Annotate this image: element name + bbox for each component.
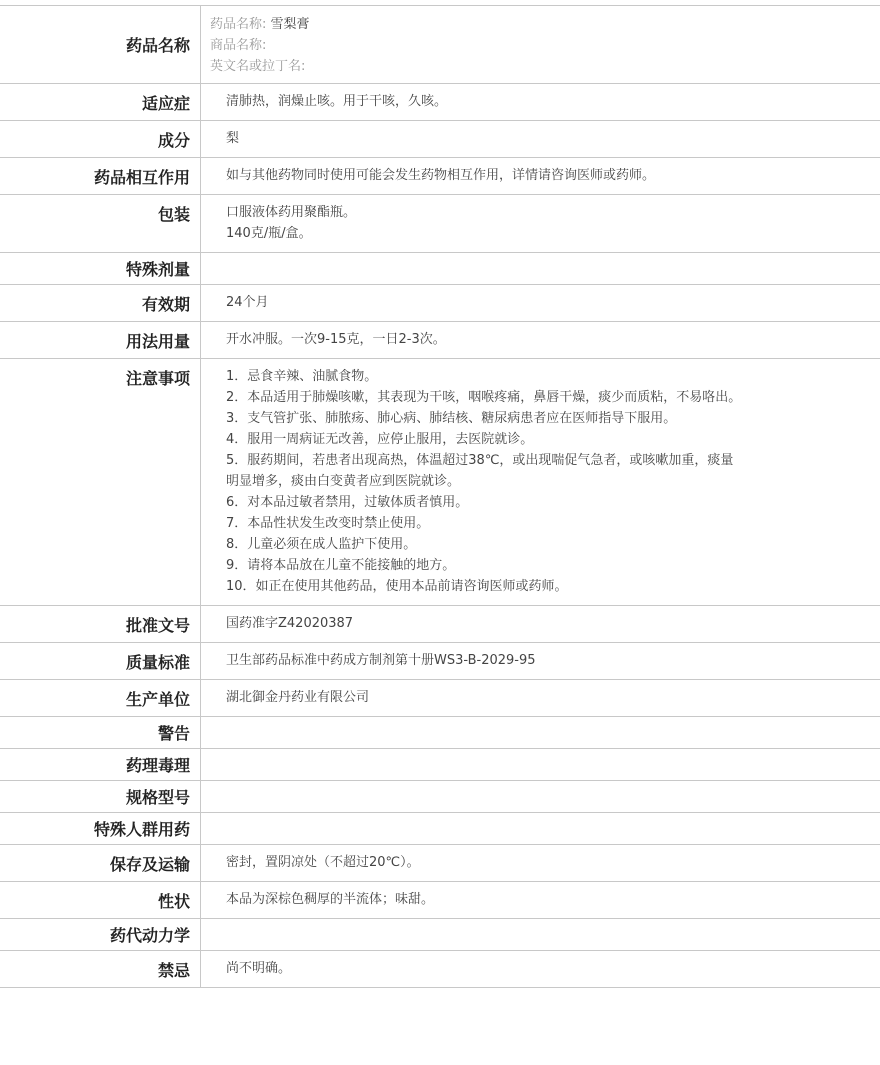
row-value <box>201 253 880 285</box>
row-value <box>201 359 880 606</box>
latin-name-line <box>210 57 870 78</box>
row-contraindications <box>0 951 880 988</box>
row-label: 警告 <box>0 717 201 749</box>
row-value: 如与其他药物同时使用可能会发生药物相互作用，详情请咨询医师或药师。 <box>201 158 880 195</box>
row-label: 成分 <box>0 121 201 158</box>
drug-name-key: 药品名称: <box>210 17 266 32</box>
row-precautions <box>0 359 880 606</box>
row-label: 有效期 <box>0 285 201 322</box>
row-value <box>201 717 880 749</box>
precaution-item: 5．服药期间，若患者出现高热，体温超过38℃，或出现喘促气急者，或咳嗽加重，痰量 <box>226 450 870 471</box>
row-value: 清肺热，润燥止咳。用于干咳，久咳。 <box>201 84 880 121</box>
row-value <box>201 195 880 253</box>
row-label: 特殊剂量 <box>0 253 201 285</box>
row-shelf-life <box>0 285 880 322</box>
row-value: 开水冲服。一次9-15克，一日2-3次。 <box>201 322 880 359</box>
row-label: 适应症 <box>0 84 201 121</box>
row-label: 注意事项 <box>0 359 201 606</box>
row-value <box>201 813 880 845</box>
row-label: 保存及运输 <box>0 845 201 882</box>
row-usage <box>0 322 880 359</box>
row-packaging <box>0 195 880 253</box>
row-ingredients <box>0 121 880 158</box>
precaution-item-continued: 明显增多，痰由白变黄者应到医院就诊。 <box>226 471 870 492</box>
row-label: 用法用量 <box>0 322 201 359</box>
row-label: 规格型号 <box>0 781 201 813</box>
drug-name-value: 雪梨膏 <box>271 17 310 32</box>
row-label: 药理毒理 <box>0 749 201 781</box>
precaution-item: 8．儿童必须在成人监护下使用。 <box>226 534 870 555</box>
row-special-groups <box>0 813 880 845</box>
row-special-dosage <box>0 253 880 285</box>
precaution-item: 1．忌食辛辣、油腻食物。 <box>226 366 870 387</box>
drug-info-sheet <box>0 5 880 988</box>
row-specification <box>0 781 880 813</box>
precaution-item: 9．请将本品放在儿童不能接触的地方。 <box>226 555 870 576</box>
row-value: 尚不明确。 <box>201 951 880 988</box>
row-label: 特殊人群用药 <box>0 813 201 845</box>
precaution-item: 3．支气管扩张、肺脓疡、肺心病、肺结核、糖尿病患者应在医师指导下服用。 <box>226 408 870 429</box>
trade-name-key: 商品名称: <box>210 38 266 53</box>
packaging-line: 口服液体药用聚酯瓶。 <box>226 202 870 223</box>
row-standard <box>0 643 880 680</box>
row-indications <box>0 84 880 121</box>
row-appearance <box>0 882 880 919</box>
row-approval <box>0 606 880 643</box>
row-label: 性状 <box>0 882 201 919</box>
precaution-item: 7．本品性状发生改变时禁止使用。 <box>226 513 870 534</box>
row-manufacturer <box>0 680 880 717</box>
row-value: 梨 <box>201 121 880 158</box>
row-label: 禁忌 <box>0 951 201 988</box>
row-label: 生产单位 <box>0 680 201 717</box>
precaution-item: 4．服用一周病证无改善，应停止服用，去医院就诊。 <box>226 429 870 450</box>
row-pharmacology <box>0 749 880 781</box>
row-label: 药代动力学 <box>0 919 201 951</box>
row-value <box>201 919 880 951</box>
row-value: 24个月 <box>201 285 880 322</box>
trade-name-line <box>210 36 870 57</box>
row-value: 国药准字Z42020387 <box>201 606 880 643</box>
drug-info-table <box>0 5 880 988</box>
row-value <box>201 6 880 84</box>
precaution-item: 2．本品适用于肺燥咳嗽，其表现为干咳，咽喉疼痛，鼻唇干燥，痰少而质粘，不易咯出。 <box>226 387 870 408</box>
row-label: 药品名称 <box>0 6 201 84</box>
row-label: 包装 <box>0 195 201 253</box>
row-pharmacokinetics <box>0 919 880 951</box>
precaution-item: 6．对本品过敏者禁用，过敏体质者慎用。 <box>226 492 870 513</box>
row-value: 湖北御金丹药业有限公司 <box>201 680 880 717</box>
row-value: 密封，置阴凉处（不超过20℃）。 <box>201 845 880 882</box>
row-value <box>201 749 880 781</box>
row-storage <box>0 845 880 882</box>
row-label: 批准文号 <box>0 606 201 643</box>
row-label: 质量标准 <box>0 643 201 680</box>
packaging-line: 140克/瓶/盒。 <box>226 223 870 244</box>
row-value <box>201 781 880 813</box>
latin-name-key: 英文名或拉丁名: <box>210 59 305 74</box>
row-value: 卫生部药品标准中药成方制剂第十册WS3-B-2029-95 <box>201 643 880 680</box>
row-drug-name <box>0 6 880 84</box>
row-value: 本品为深棕色稠厚的半流体；味甜。 <box>201 882 880 919</box>
drug-name-line <box>210 15 870 36</box>
row-label: 药品相互作用 <box>0 158 201 195</box>
row-warning <box>0 717 880 749</box>
precaution-item: 10．如正在使用其他药品，使用本品前请咨询医师或药师。 <box>226 576 870 597</box>
row-interactions <box>0 158 880 195</box>
